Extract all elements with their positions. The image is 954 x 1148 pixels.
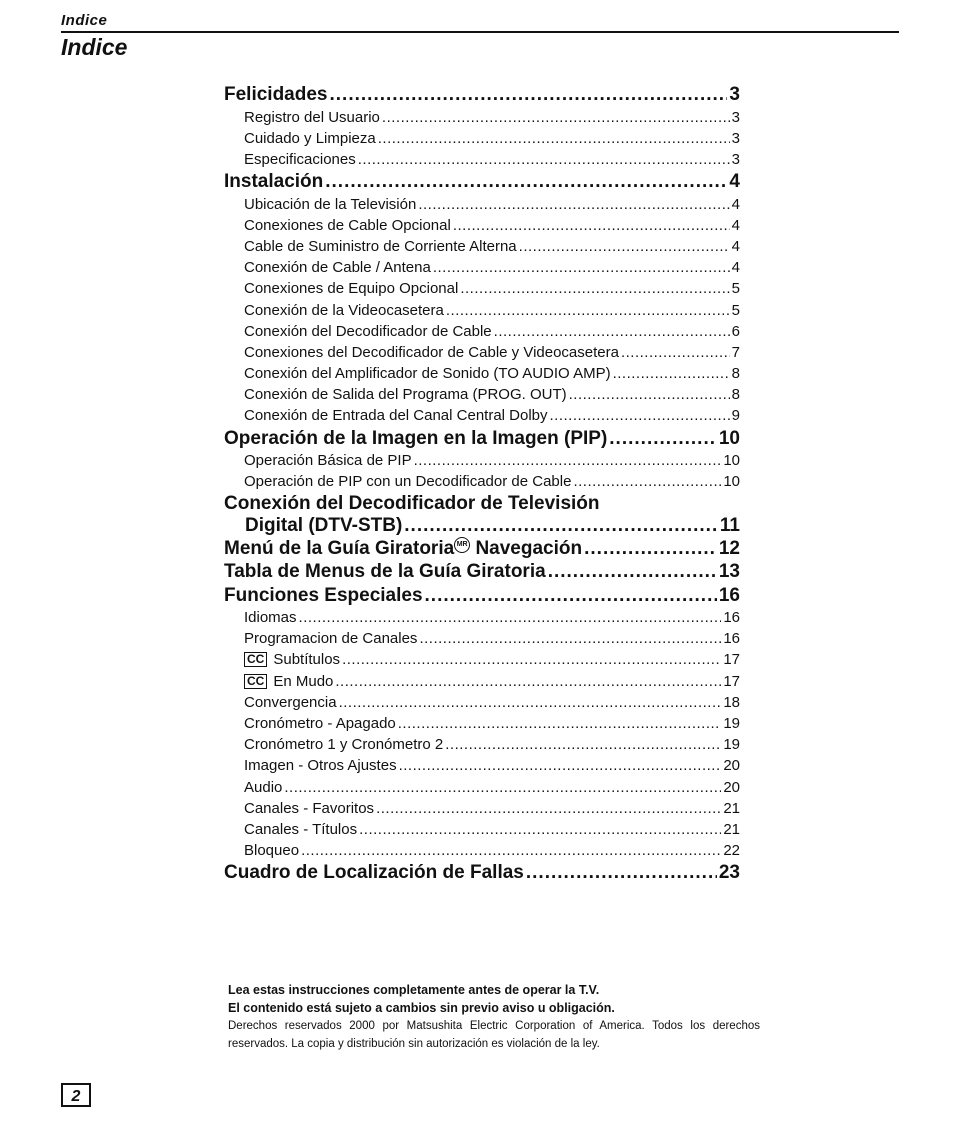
toc-page-number: 13 (718, 561, 740, 582)
dot-leader (453, 215, 730, 236)
dot-leader (342, 649, 721, 670)
toc-subsection-text: Conexión de Salida del Programa (PROG. OUT) (244, 386, 567, 404)
toc-subsection-entry (224, 363, 740, 384)
toc-subsection-text: Conexión del Amplificador de Sonido (TO AUDIO AMP) (244, 365, 611, 383)
toc-subsection-entry (224, 649, 740, 670)
registered-mark-icon: MR (454, 537, 470, 553)
toc-subsection-entry (224, 471, 740, 492)
page-title: Indice (61, 34, 128, 60)
notice-subject-to-change: El contenido está sujeto a cambios sin previo aviso u obligación. (228, 1001, 615, 1015)
toc-section-text: Menú de la Guía Giratoria (224, 537, 455, 559)
closed-caption-icon: CC (244, 652, 267, 667)
toc-section-label (224, 537, 582, 561)
toc-page-number: 17 (723, 672, 740, 690)
toc-subsection-label (244, 628, 417, 649)
dot-leader (378, 128, 730, 149)
dot-leader (550, 405, 730, 426)
toc-subsection-entry (224, 405, 740, 426)
toc-section-label (224, 861, 524, 885)
toc-page-number: 22 (723, 842, 740, 860)
toc-page-number: 19 (723, 714, 740, 732)
toc-subsection-label (244, 128, 376, 149)
toc-page-number: 21 (723, 799, 740, 817)
toc-subsection-entry (224, 107, 740, 128)
page-number: 2 (61, 1083, 91, 1107)
toc-subsection-label (244, 384, 567, 405)
toc-section-entry (224, 493, 740, 537)
toc-page-number: 4 (731, 237, 740, 255)
header-rule (61, 31, 899, 33)
toc-subsection-label (244, 342, 619, 363)
toc-page-number: 20 (723, 757, 740, 775)
toc-subsection-entry (224, 840, 740, 861)
dot-leader (460, 278, 729, 299)
toc-subsection-entry (224, 450, 740, 471)
toc-subsection-label (244, 607, 297, 628)
dot-leader (418, 194, 729, 215)
toc-page-number: 18 (723, 693, 740, 711)
toc-subsection-label (244, 471, 571, 492)
dot-leader (569, 384, 730, 405)
toc-subsection-entry (224, 342, 740, 363)
toc-subsection-entry (224, 257, 740, 278)
toc-subsection-text: Operación Básica de PIP (244, 452, 412, 470)
dot-leader (299, 607, 722, 628)
toc-section-label (224, 560, 546, 584)
toc-section-text: Digital (DTV-STB) (245, 514, 403, 536)
toc-subsection-text: Conexión de Cable / Antena (244, 259, 431, 277)
dot-leader (404, 515, 718, 537)
toc-page-number: 11 (719, 514, 740, 536)
toc-page-number: 8 (731, 365, 740, 383)
toc-subsection-label (244, 149, 356, 170)
toc-subsection-text: Conexión de la Videocasetera (244, 301, 444, 319)
toc-page-number: 7 (731, 343, 740, 361)
toc-page-number: 16 (718, 584, 740, 606)
toc-page-number: 12 (718, 537, 740, 559)
toc-section-entry (224, 170, 740, 194)
toc-page-number: 4 (731, 259, 740, 277)
toc-subsection-entry (224, 713, 740, 734)
notice-read-instructions: Lea estas instrucciones completamente antes de operar la T.V. (228, 983, 600, 997)
toc-subsection-entry (224, 671, 740, 692)
toc-subsection-text: Registro del Usuario (244, 108, 380, 126)
closed-caption-icon: CC (244, 674, 267, 689)
toc-subsection-label (244, 840, 299, 861)
toc-subsection-text: Bloqueo (244, 842, 300, 860)
toc-page-number: 21 (723, 820, 740, 838)
toc-page-number: 3 (731, 108, 740, 126)
toc-subsection-entry (224, 194, 740, 215)
toc-subsection-label (244, 649, 340, 670)
dot-leader (526, 861, 717, 885)
toc-section-entry (224, 560, 740, 584)
toc-page-number: 10 (723, 452, 740, 470)
dot-leader (419, 628, 721, 649)
toc-page-number: 3 (731, 150, 740, 168)
toc-subsection-label (244, 321, 492, 342)
toc-subsection-text: Conexiones de Cable Opcional (244, 216, 451, 234)
toc-subsection-text: Canales - Favoritos (244, 799, 375, 817)
toc-subsection-label (244, 798, 374, 819)
dot-leader (613, 363, 730, 384)
copyright-text: Derechos reservados 2000 por Matsushita Electric Corporation of America. Todos los derechos reservados. La copia y distribución sin autorización es violación de la ley. (228, 1020, 760, 1050)
dot-leader (609, 427, 717, 451)
toc-subsection-label (244, 405, 548, 426)
dot-leader (519, 236, 730, 257)
toc-subsection-text: Canales - Títulos (244, 820, 358, 838)
toc-section-entry (224, 537, 740, 561)
toc-subsection-entry (224, 628, 740, 649)
toc-section-text: Funciones Especiales (224, 584, 423, 606)
dot-leader (301, 840, 721, 861)
dot-leader (621, 342, 730, 363)
toc-section-label (224, 83, 328, 107)
toc-page-number: 5 (731, 280, 740, 298)
toc-subsection-entry (224, 798, 740, 819)
toc-subsection-label (244, 363, 611, 384)
toc-subsection-text: Operación de PIP con un Decodificador de Cable (244, 473, 572, 491)
toc-subsection-label (244, 278, 458, 299)
toc-subsection-label (244, 671, 333, 692)
toc-page-number: 23 (718, 862, 740, 884)
toc-section-entry (224, 427, 740, 451)
toc-section-entry (224, 83, 740, 107)
toc-page-number: 20 (723, 778, 740, 796)
toc-subsection-entry (224, 236, 740, 257)
toc-section-label (224, 170, 323, 194)
dot-leader (433, 257, 730, 278)
toc-page-number: 19 (723, 736, 740, 754)
toc-subsection-text: En Mudo (273, 672, 334, 690)
toc-subsection-text: Cronómetro - Apagado (244, 714, 396, 732)
dot-leader (414, 450, 722, 471)
dot-leader (330, 83, 728, 107)
toc-subsection-entry (224, 321, 740, 342)
toc-section-text: Operación de la Imagen en la Imagen (PIP) (224, 427, 608, 449)
toc-section-text: Instalación (224, 171, 324, 193)
dot-leader (445, 734, 721, 755)
toc-section-label (245, 515, 402, 537)
dot-leader (376, 798, 721, 819)
dot-leader (339, 692, 722, 713)
toc-subsection-text: Ubicación de la Televisión (244, 195, 417, 213)
toc-subsection-label (244, 734, 443, 755)
toc-subsection-text: Cronómetro 1 y Cronómetro 2 (244, 736, 444, 754)
notice-block (228, 981, 760, 1053)
toc-page-number: 9 (731, 407, 740, 425)
toc-subsection-entry (224, 215, 740, 236)
toc-subsection-entry (224, 278, 740, 299)
toc-subsection-text: Conexión del Decodificador de Cable (244, 322, 492, 340)
toc-subsection-label (244, 819, 357, 840)
toc-page-number: 8 (731, 386, 740, 404)
toc-section-text-suffix: Navegación (470, 537, 583, 559)
toc-subsection-text: Cuidado y Limpieza (244, 129, 376, 147)
toc-subsection-label (244, 107, 380, 128)
toc-subsection-entry (224, 149, 740, 170)
toc-subsection-entry (224, 777, 740, 798)
dot-leader (284, 777, 721, 798)
table-of-contents (224, 83, 740, 885)
dot-leader (573, 471, 721, 492)
toc-subsection-label (244, 194, 416, 215)
toc-subsection-label (244, 300, 444, 321)
toc-subsection-text: Conexiones de Equipo Opcional (244, 280, 459, 298)
toc-subsection-text: Imagen - Otros Ajustes (244, 757, 397, 775)
toc-subsection-text: Convergencia (244, 693, 337, 711)
dot-leader (359, 819, 721, 840)
toc-subsection-entry (224, 128, 740, 149)
dot-leader (446, 300, 730, 321)
dot-leader (382, 107, 730, 128)
toc-page-number: 10 (723, 473, 740, 491)
toc-section-text: Cuadro de Localización de Fallas (224, 862, 524, 884)
toc-subsection-text: Cable de Suministro de Corriente Alterna (244, 237, 517, 255)
toc-page-number: 4 (731, 216, 740, 234)
dot-leader (398, 713, 722, 734)
dot-leader (358, 149, 730, 170)
toc-subsection-label (244, 450, 412, 471)
dot-leader (425, 584, 717, 608)
toc-section-text: Felicidades (224, 84, 328, 105)
toc-page-number: 16 (723, 609, 740, 626)
toc-page-number: 10 (718, 427, 740, 449)
toc-subsection-entry (224, 819, 740, 840)
toc-subsection-text: Subtítulos (273, 651, 341, 669)
toc-subsection-entry (224, 692, 740, 713)
dot-leader (494, 321, 730, 342)
toc-subsection-text: Conexión de Entrada del Canal Central Dolby (244, 407, 548, 425)
toc-subsection-label (244, 215, 451, 236)
toc-subsection-label (244, 692, 337, 713)
toc-subsection-label (244, 777, 282, 798)
dot-leader (325, 170, 727, 194)
toc-page-number: 4 (729, 171, 740, 193)
toc-section-text: Tabla de Menus de la Guía Giratoria (224, 561, 546, 582)
toc-page-number: 17 (723, 651, 740, 669)
toc-subsection-entry (224, 384, 740, 405)
dot-leader (399, 755, 722, 776)
toc-page-number: 4 (731, 195, 740, 213)
toc-subsection-label (244, 236, 517, 257)
toc-page-number: 6 (731, 322, 740, 340)
toc-subsection-text: Idiomas (244, 609, 297, 626)
toc-page-number: 3 (731, 129, 740, 147)
toc-subsection-text: Conexiones del Decodificador de Cable y Videocasetera (244, 343, 619, 361)
toc-section-entry (224, 584, 740, 608)
toc-page-number: 16 (723, 630, 740, 648)
toc-section-label (224, 584, 423, 608)
toc-subsection-text: Programacion de Canales (244, 630, 418, 648)
toc-subsection-label (244, 713, 396, 734)
toc-subsection-entry (224, 607, 740, 628)
toc-section-label-line: Conexión del Decodificador de Televisión (224, 492, 600, 514)
toc-subsection-label (244, 755, 397, 776)
toc-subsection-text: Audio (244, 778, 283, 796)
toc-section-entry (224, 861, 740, 885)
dot-leader (584, 537, 717, 561)
toc-subsection-entry (224, 734, 740, 755)
toc-subsection-label (244, 257, 431, 278)
toc-page-number: 3 (729, 84, 740, 105)
toc-page-number: 5 (731, 301, 740, 319)
toc-section-label (224, 427, 607, 451)
dot-leader (548, 560, 717, 584)
dot-leader (335, 671, 721, 692)
running-head: Indice (61, 12, 108, 29)
toc-subsection-entry (224, 755, 740, 776)
toc-subsection-entry (224, 300, 740, 321)
toc-subsection-text: Especificaciones (244, 150, 356, 168)
